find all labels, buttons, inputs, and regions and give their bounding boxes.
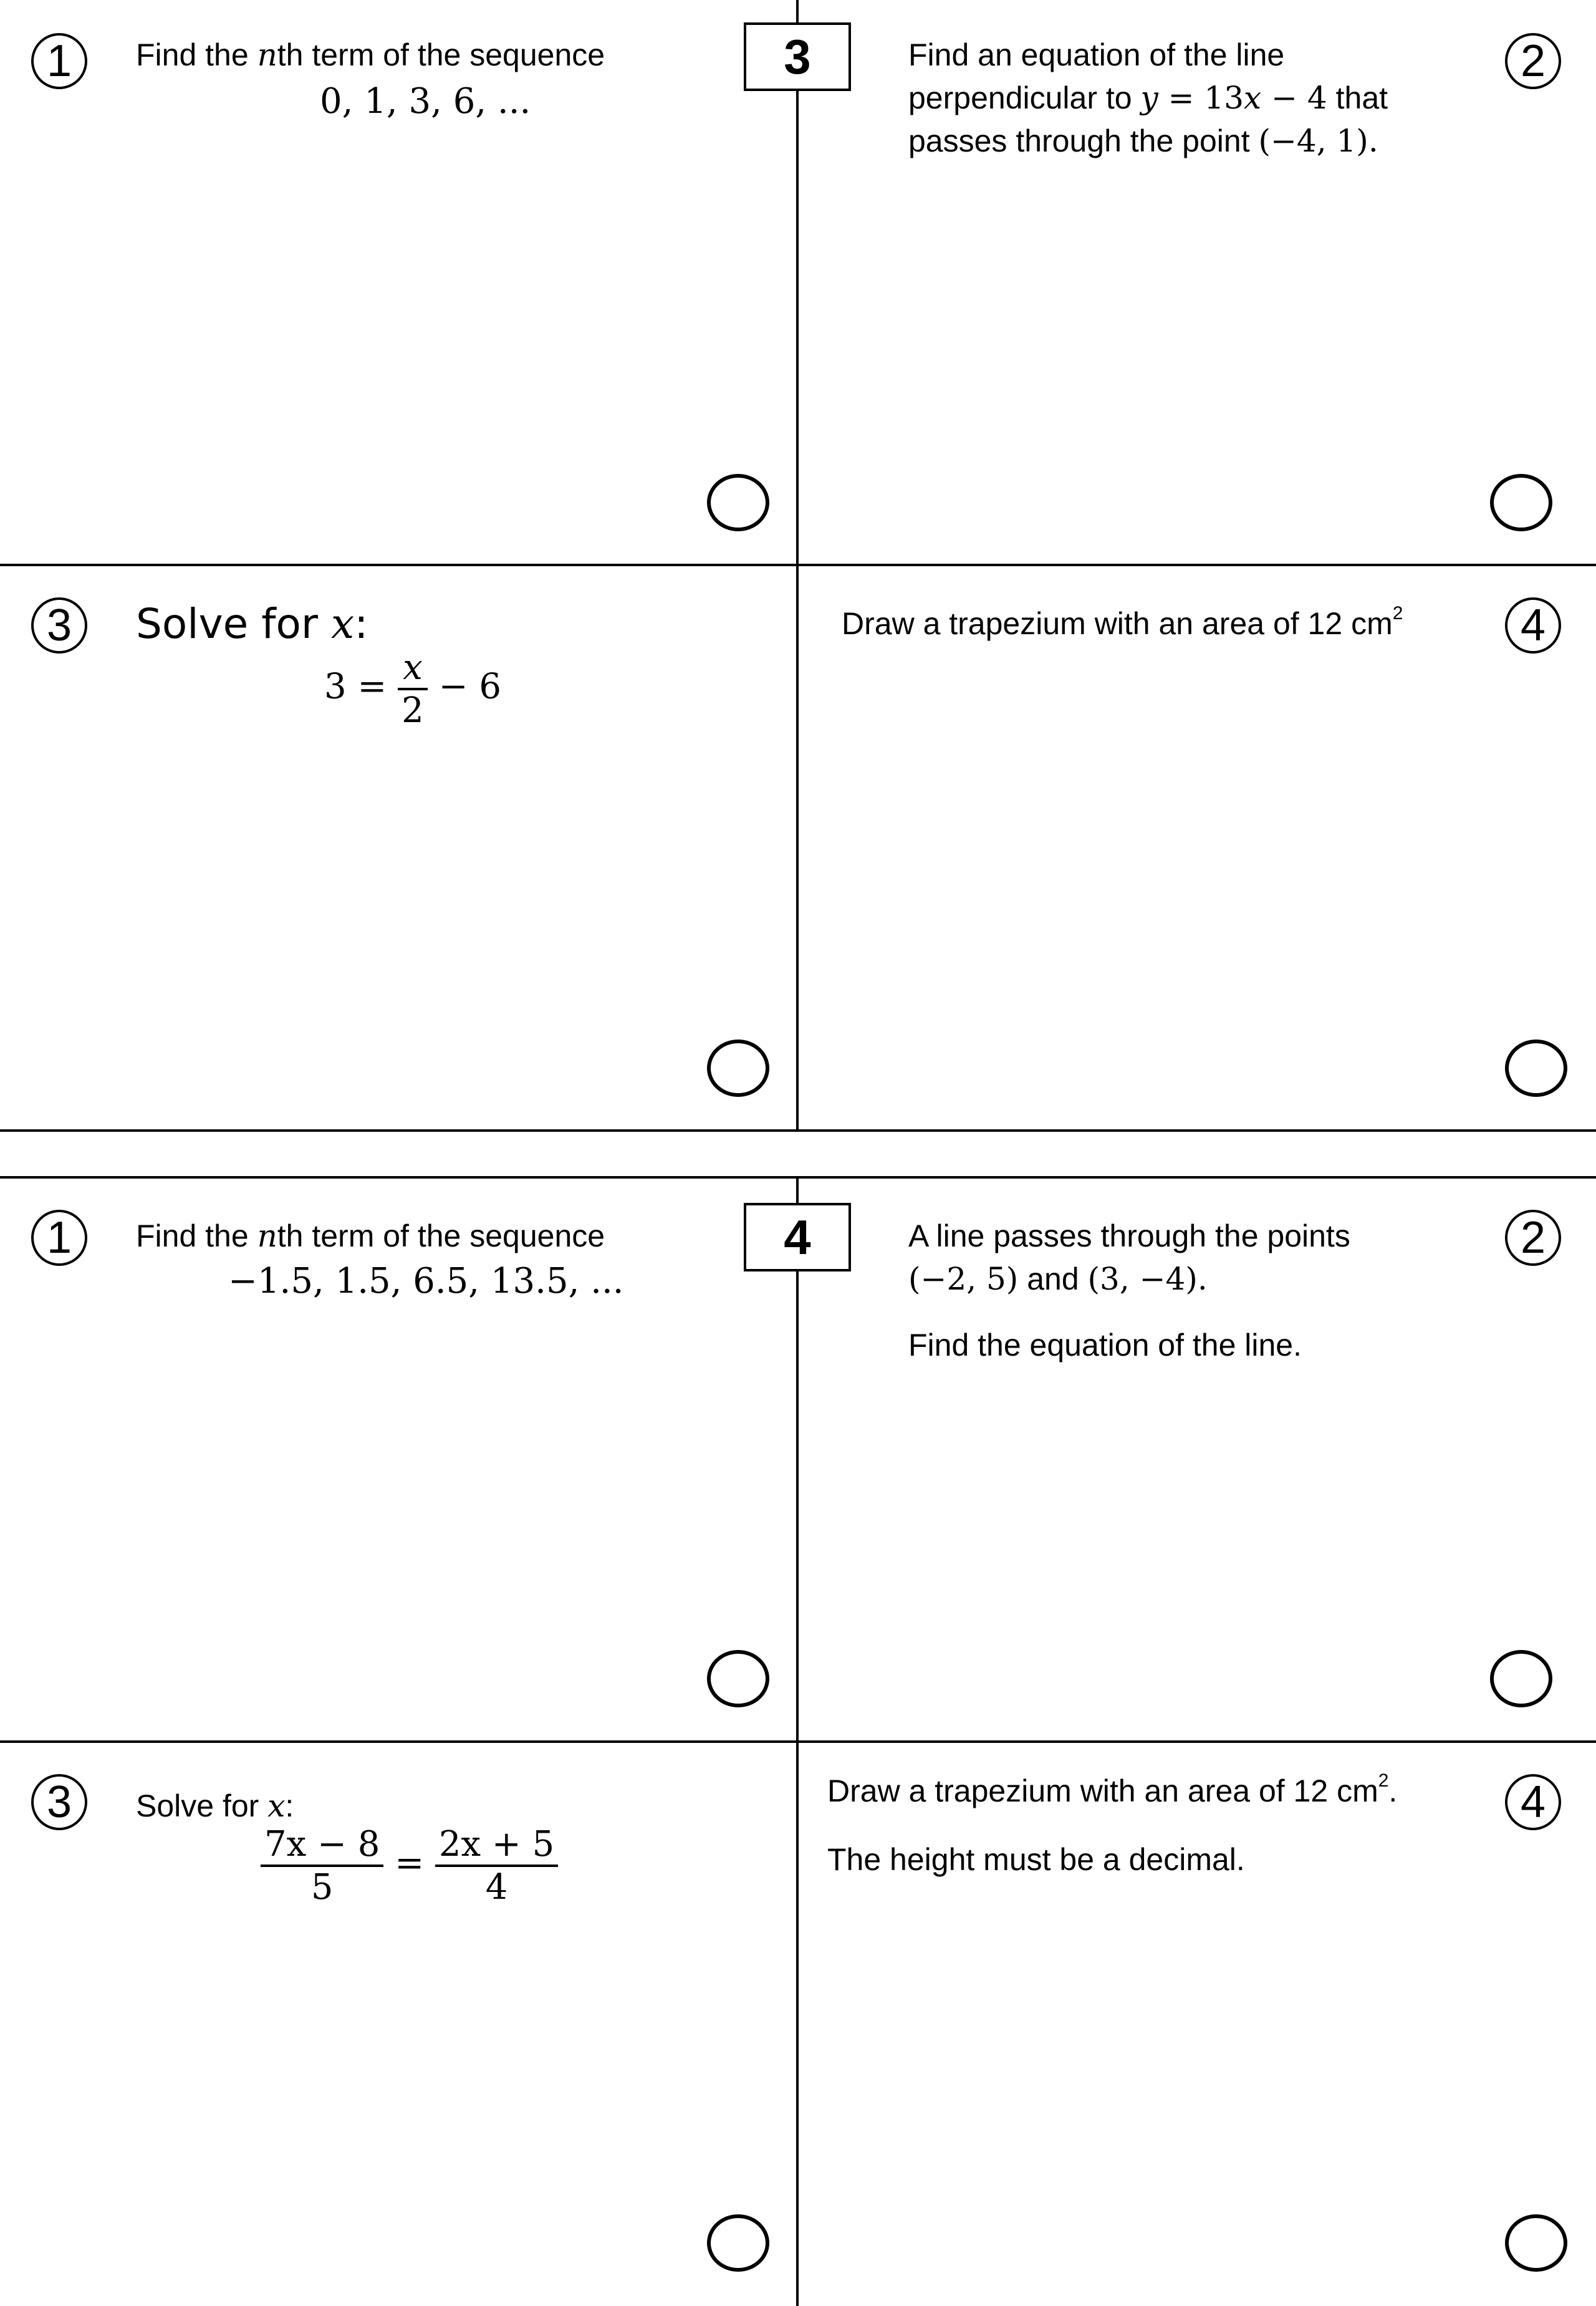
question-prompt-line-3: passes through the point (−4, 1).: [908, 123, 1378, 159]
answer-circle[interactable]: [1490, 1650, 1552, 1707]
answer-circle[interactable]: [707, 1650, 769, 1707]
equation: $\frac{7x - 8}{5}$ = $\frac{2x + 5}{4}$: [261, 1824, 558, 1908]
sequence: −1.5, 1.5, 6.5, 13.5, ...: [228, 1261, 624, 1301]
question-prompt-line-2: (−2, 5) and (3, −4).: [908, 1261, 1208, 1297]
question-prompt: Find the nth term of the sequence: [136, 37, 605, 73]
question-number-circle: 2: [1505, 33, 1561, 89]
question-prompt-line-2: perpendicular to y = 13x − 4 that: [908, 80, 1388, 116]
question-number-circle: 2: [1505, 1210, 1561, 1266]
question-prompt-line-2: The height must be a decimal.: [827, 1842, 1245, 1877]
question-prompt: Find the nth term of the sequence: [136, 1218, 605, 1254]
answer-circle[interactable]: [1505, 2214, 1567, 2272]
card-number-box: [744, 22, 851, 91]
fraction: $\frac{x}{2}$: [398, 647, 428, 731]
question-number-circle: 3: [31, 597, 87, 654]
divider-horizontal-2: [0, 1129, 1596, 1132]
divider-horizontal-1: [0, 564, 1596, 566]
question-prompt-line-1: A line passes through the points: [908, 1218, 1350, 1253]
question-prompt-line-3: Find the equation of the line.: [908, 1328, 1302, 1363]
question-prompt: Solve for x:: [136, 600, 368, 648]
fraction-right: $\frac{2x + 5}{4}$: [435, 1824, 558, 1908]
card-number: 3: [784, 29, 811, 84]
answer-circle[interactable]: [707, 2214, 769, 2272]
question-number-circle: 4: [1505, 1774, 1561, 1830]
card-number: 4: [784, 1209, 811, 1265]
divider-horizontal-3: [0, 1176, 1596, 1179]
question-prompt-line-1: Find an equation of the line: [908, 37, 1285, 72]
answer-circle[interactable]: [707, 474, 769, 531]
fraction-left: $\frac{7x - 8}{5}$: [261, 1824, 383, 1908]
question-number-circle: 1: [31, 33, 87, 89]
question-prompt-line-1: Draw a trapezium with an area of 12 $cm^2$.: [827, 1770, 1398, 1808]
equation: 3 = $\frac{x}{2}$ − 6: [324, 647, 501, 731]
answer-circle[interactable]: [1505, 1040, 1567, 1097]
answer-circle[interactable]: [1490, 474, 1552, 531]
question-number-circle: 4: [1505, 597, 1561, 654]
question-prompt: Draw a trapezium with an area of 12 $cm^2$: [842, 603, 1403, 641]
divider-horizontal-4: [0, 1740, 1596, 1743]
answer-circle[interactable]: [707, 1040, 769, 1097]
question-number-circle: 3: [31, 1774, 87, 1830]
sequence: 0, 1, 3, 6, ...: [320, 81, 531, 122]
card-number-box: [744, 1203, 851, 1271]
question-prompt: Solve for x:: [136, 1788, 294, 1824]
question-number-circle: 1: [31, 1210, 87, 1266]
